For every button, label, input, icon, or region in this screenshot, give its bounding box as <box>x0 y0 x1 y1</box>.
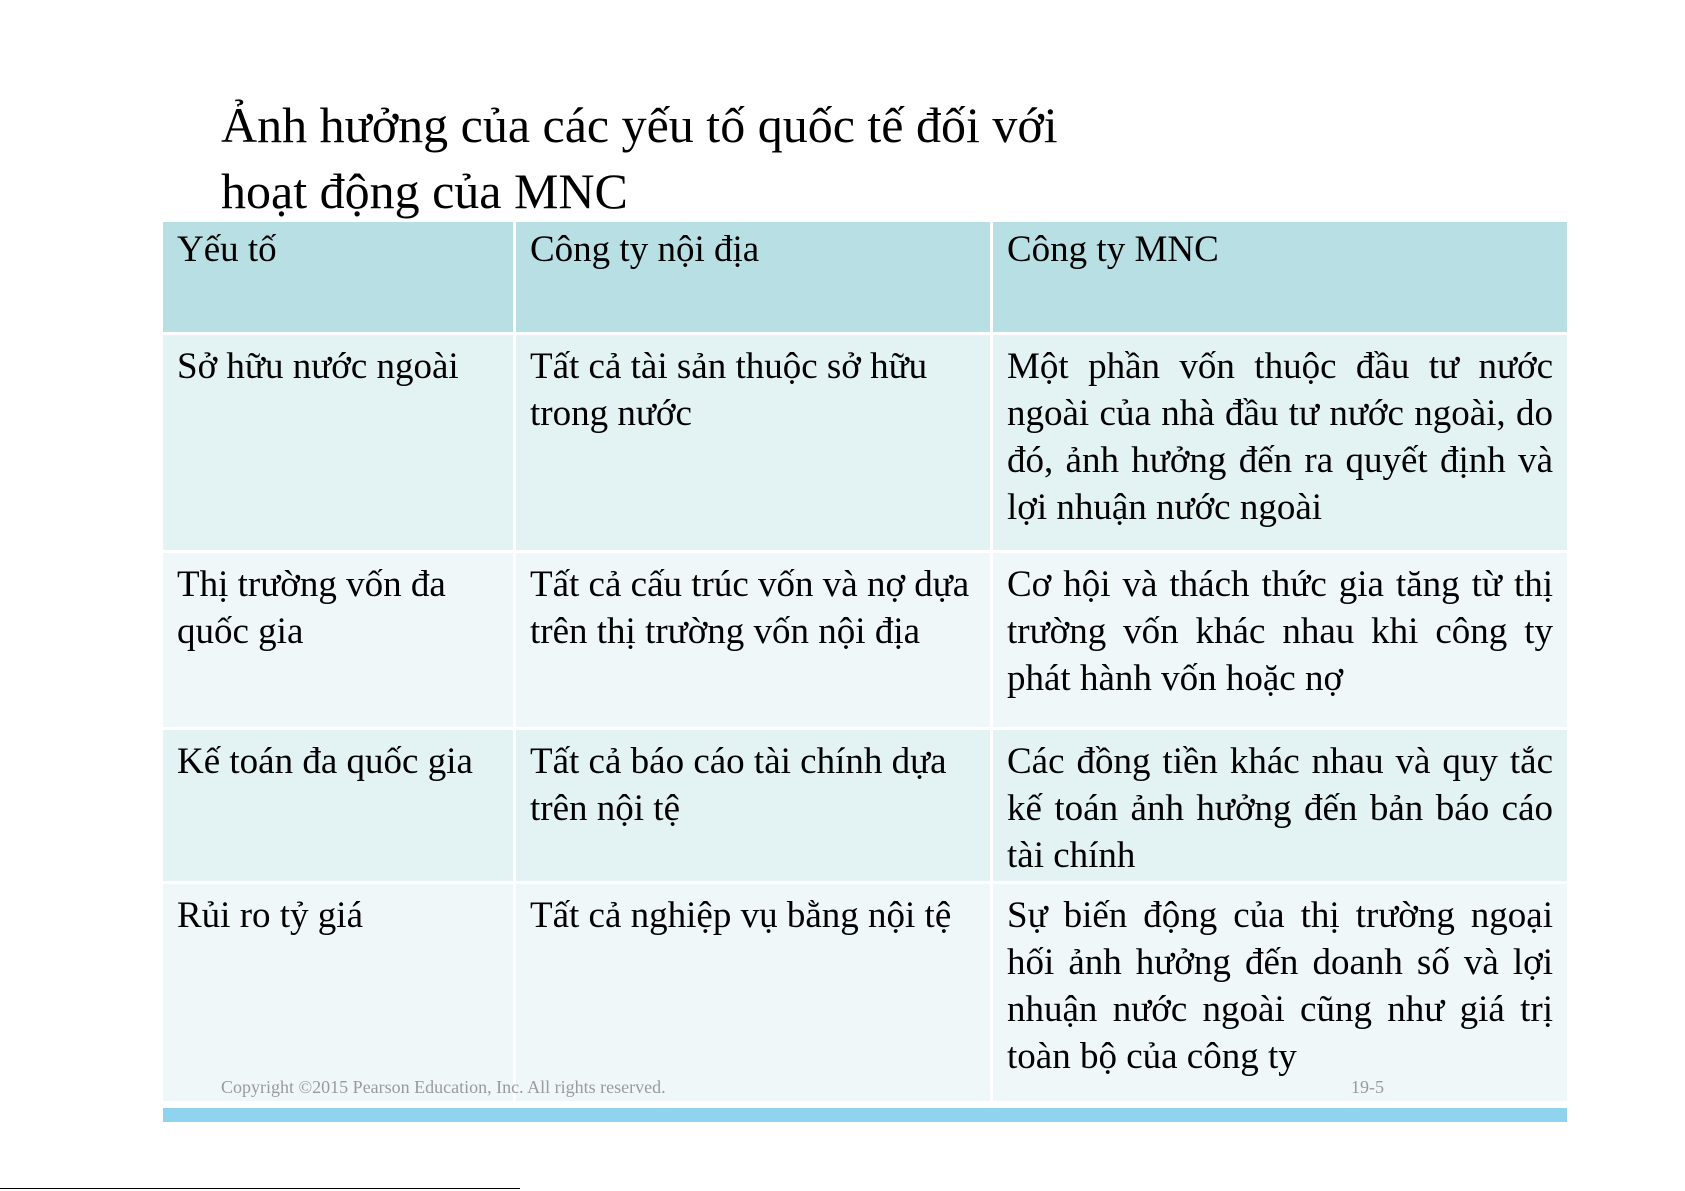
slide-title <box>221 92 1221 224</box>
slide-title-line-2: hoạt động của MNC <box>221 163 628 219</box>
cell-domestic: Tất cả cấu trúc vốn và nợ dựa trên thị trường vốn nội địa <box>513 553 990 727</box>
page-bottom-divider <box>0 1188 520 1189</box>
table-row <box>163 730 1567 884</box>
header-mnc-company: Công ty MNC <box>990 222 1567 332</box>
cell-mnc: Các đồng tiền khác nhau và quy tắc kế toán ảnh hưởng đến bản báo cáo tài chính <box>990 730 1567 881</box>
cell-domestic: Tất cả báo cáo tài chính dựa trên nội tệ <box>513 730 990 881</box>
cell-mnc: Một phần vốn thuộc đầu tư nước ngoài của nhà đầu tư nước ngoài, do đó, ảnh hưởng đến ra quyết định và lợi nhuận nước ngoài <box>990 335 1567 550</box>
cell-mnc: Cơ hội và thách thức gia tăng từ thị trường vốn khác nhau khi công ty phát hành vốn hoặc nợ <box>990 553 1567 727</box>
cell-factor: Rủi ro tỷ giá <box>177 895 364 936</box>
table-row <box>163 553 1567 730</box>
cell-domestic: Tất cả tài sản thuộc sở hữu trong nước <box>513 335 990 550</box>
cell-mnc: Sự biến động của thị trường ngoại hối ảnh hưởng đến doanh số và lợi nhuận nước ngoài cũng như giá trị toàn bộ của công ty <box>990 884 1567 1101</box>
slide-title-line-1: Ảnh hưởng của các yếu tố quốc tế đối với <box>221 97 1058 153</box>
cell-domestic: Tất cả nghiệp vụ bằng nội tệ <box>513 884 990 1101</box>
cell-factor: Sở hữu nước ngoài <box>177 346 459 387</box>
footer-accent-bar <box>163 1108 1567 1122</box>
header-factor: Yếu tố <box>177 229 277 270</box>
table-row <box>163 335 1567 553</box>
cell-factor: Thị trường vốn đa quốc gia <box>177 564 446 652</box>
table-header-row <box>163 222 1567 335</box>
comparison-table <box>163 222 1567 1104</box>
cell-factor: Kế toán đa quốc gia <box>177 741 473 782</box>
table-row <box>163 884 1567 1104</box>
copyright-text: Copyright ©2015 Pearson Education, Inc. All rights reserved. <box>221 1077 666 1097</box>
header-domestic-company: Công ty nội địa <box>513 222 990 332</box>
page-number: 19-5 <box>1351 1077 1384 1097</box>
